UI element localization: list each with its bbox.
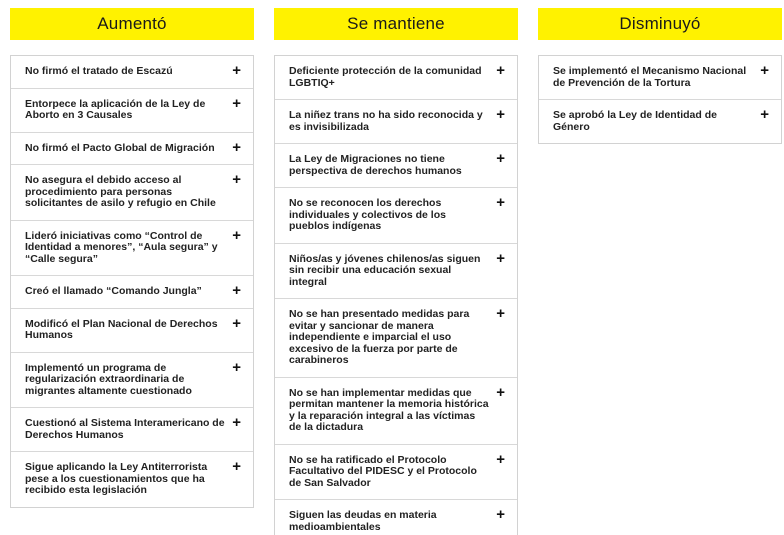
accordion-item-label: No se ha ratificado el Protocolo Facultativo del PIDESC y el Protocolo de San Salvador bbox=[289, 453, 477, 489]
accordion-item-label: Sigue aplicando la Ley Antiterrorista pese a los cuestionamientos que ha recibido esta legislación bbox=[25, 461, 208, 496]
plus-icon[interactable]: + bbox=[232, 314, 241, 332]
accordion-item[interactable] bbox=[275, 143, 517, 187]
plus-icon[interactable]: + bbox=[496, 249, 505, 267]
accordion-item[interactable] bbox=[275, 444, 517, 500]
accordion-item-label: No se han implementar medidas que permitan mantener la memoria histórica y la reparación integral a las víctimas de la dictadura bbox=[289, 386, 489, 433]
accordion-item-label: No se han presentado medidas para evitar y sancionar de manera independiente e imparcial el uso excesivo de la fuerza por parte de carabineros bbox=[289, 308, 470, 366]
column-disminuyo bbox=[538, 8, 782, 144]
accordion-list bbox=[538, 55, 782, 144]
accordion-item-label: Entorpece la aplicación de la Ley de Aborto en 3 Causales bbox=[25, 97, 206, 121]
accordion-item-label: Se implementó el Mecanismo Nacional de Prevención de la Tortura bbox=[553, 65, 747, 89]
column-title: Aumentó bbox=[10, 8, 254, 40]
plus-icon[interactable]: + bbox=[496, 506, 505, 523]
accordion-item[interactable] bbox=[11, 56, 253, 88]
accordion-item-label: Deficiente protección de la comunidad LGBTIQ+ bbox=[289, 65, 482, 89]
accordion-item[interactable] bbox=[11, 352, 253, 408]
plus-icon[interactable]: + bbox=[496, 62, 505, 79]
plus-icon[interactable]: + bbox=[496, 194, 505, 211]
accordion-item-label: No firmó el tratado de Escazú bbox=[25, 65, 173, 77]
plus-icon[interactable]: + bbox=[496, 450, 505, 468]
accordion-item[interactable] bbox=[11, 220, 253, 276]
accordion-item[interactable] bbox=[275, 298, 517, 377]
plus-icon[interactable]: + bbox=[232, 458, 241, 475]
column-title: Disminuyó bbox=[538, 8, 782, 40]
accordion-item-label: Creó el llamado “Comando Jungla” bbox=[25, 285, 202, 297]
accordion-item[interactable] bbox=[275, 377, 517, 444]
accordion-item-label: Implementó un programa de regularización extraordinaria de migrantes altamente cuestionado bbox=[25, 361, 192, 397]
accordion-item-label: Lideró iniciativas como “Control de Identidad a menores”, “Aula segura” y “Calle segura” bbox=[25, 229, 218, 265]
accordion-item-label: No se reconocen los derechos individuales y colectivos de los pueblos indígenas bbox=[289, 197, 446, 232]
accordion-item-label: La niñez trans no ha sido reconocida y es invisibilizada bbox=[289, 109, 483, 133]
accordion-item[interactable] bbox=[11, 308, 253, 352]
accordion-item-label: Niños/as y jóvenes chilenos/as siguen sin recibir una educación sexual integral bbox=[289, 252, 481, 288]
accordion-item[interactable] bbox=[11, 275, 253, 308]
plus-icon[interactable]: + bbox=[232, 226, 241, 244]
accordion-item[interactable] bbox=[275, 499, 517, 535]
accordion-list bbox=[10, 55, 254, 508]
plus-icon[interactable]: + bbox=[232, 138, 241, 156]
column-se-mantiene bbox=[274, 8, 518, 535]
plus-icon[interactable]: + bbox=[232, 414, 241, 431]
plus-icon[interactable]: + bbox=[232, 282, 241, 299]
accordion-item-label: No asegura el debido acceso al procedimiento para personas solicitantes de asilo y refugio en Chile bbox=[25, 174, 216, 209]
accordion-item[interactable] bbox=[11, 88, 253, 132]
plus-icon[interactable]: + bbox=[496, 150, 505, 167]
accordion-item[interactable] bbox=[275, 56, 517, 99]
plus-icon[interactable]: + bbox=[496, 305, 505, 322]
accordion-item[interactable] bbox=[275, 187, 517, 243]
column-title: Se mantiene bbox=[274, 8, 518, 40]
accordion-item-label: No firmó el Pacto Global de Migración bbox=[25, 141, 215, 154]
plus-icon[interactable]: + bbox=[232, 94, 241, 112]
accordion-item-label: Se aprobó la Ley de Identidad de Género bbox=[553, 109, 717, 133]
accordion-item[interactable] bbox=[11, 132, 253, 165]
plus-icon[interactable]: + bbox=[232, 62, 241, 79]
accordion-item[interactable] bbox=[11, 407, 253, 451]
column-aumento bbox=[10, 8, 254, 508]
plus-icon[interactable]: + bbox=[232, 358, 241, 376]
accordion-item[interactable] bbox=[539, 99, 781, 143]
accordion-item[interactable] bbox=[11, 451, 253, 507]
accordion-item[interactable] bbox=[275, 243, 517, 299]
accordion-item-label: Modificó el Plan Nacional de Derechos Humanos bbox=[25, 317, 218, 341]
accordion-list bbox=[274, 55, 518, 535]
accordion-item-label: La Ley de Migraciones no tiene perspectiva de derechos humanos bbox=[289, 153, 462, 177]
plus-icon[interactable]: + bbox=[232, 171, 241, 188]
accordion-item-label: Siguen las deudas en materia medioambientales bbox=[289, 509, 437, 533]
plus-icon[interactable]: + bbox=[496, 106, 505, 123]
accordion-item[interactable] bbox=[539, 56, 781, 99]
accordion-item[interactable] bbox=[11, 164, 253, 220]
plus-icon[interactable]: + bbox=[496, 383, 505, 401]
accordion-item-label: Cuestionó al Sistema Interamericano de Derechos Humanos bbox=[25, 417, 225, 441]
plus-icon[interactable]: + bbox=[760, 106, 769, 123]
plus-icon[interactable]: + bbox=[760, 62, 769, 79]
accordion-item[interactable] bbox=[275, 99, 517, 143]
